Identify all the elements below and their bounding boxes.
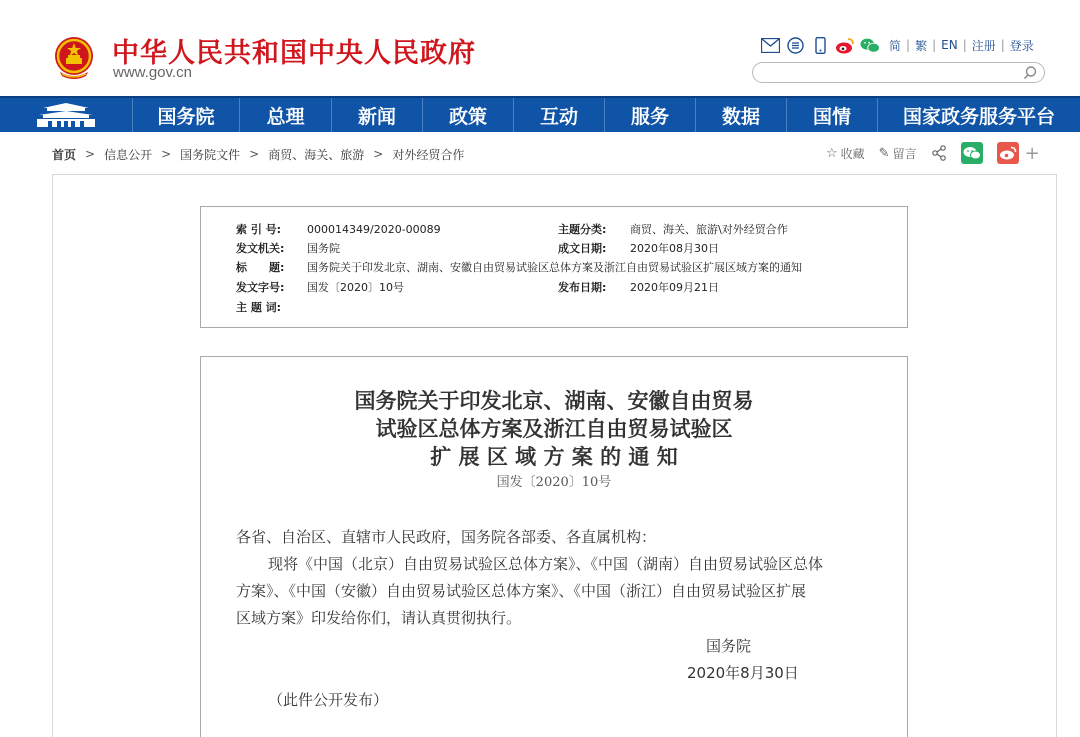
nav-item-interaction[interactable]: 互动 — [513, 98, 604, 132]
document-body-line: 现将《中国（北京）自由贸易试验区总体方案》、《中国（湖南）自由贸易试验区总体 — [268, 555, 824, 573]
chevron-right-icon: > — [85, 147, 96, 161]
meta-published-label: 发布日期: — [558, 281, 607, 294]
nav-item-services[interactable]: 服务 — [604, 98, 695, 132]
meta-issuer-value: 国务院 — [307, 242, 340, 255]
favorite-button[interactable] — [826, 145, 865, 162]
meta-category — [558, 221, 788, 237]
document-date: 2020年8月30日 — [687, 664, 799, 682]
divider: | — [906, 38, 911, 52]
meta-index — [236, 221, 441, 237]
document-title-line: 国务院关于印发北京、湖南、安徽自由贸易 — [354, 388, 754, 413]
meta-created-date — [558, 240, 719, 256]
share-button[interactable] — [931, 145, 947, 161]
meta-title — [236, 259, 802, 275]
meta-index-label: 索 引 号: — [236, 223, 282, 236]
nav-item-gov-service-platform[interactable]: 国家政务服务平台 — [877, 98, 1080, 132]
meta-created-label: 成文日期: — [558, 242, 607, 255]
divider: | — [1000, 38, 1005, 52]
nav-item-national-info[interactable]: 国情 — [786, 98, 877, 132]
chevron-right-icon: > — [373, 147, 384, 161]
document-signer: 国务院 — [706, 637, 752, 655]
site-header — [0, 0, 1080, 96]
weibo-share-icon[interactable] — [997, 142, 1019, 164]
search-input[interactable] — [763, 65, 1023, 84]
meta-index-value: 000014349/2020-00089 — [307, 223, 441, 236]
search-box — [752, 62, 1045, 83]
chevron-right-icon: > — [161, 147, 172, 161]
site-title[interactable]: 中华人民共和国中央人民政府 — [112, 38, 476, 69]
tiananmen-icon — [35, 102, 97, 128]
breadcrumb — [52, 146, 464, 162]
main-nav — [0, 96, 1080, 132]
star-icon: ☆ — [826, 145, 838, 161]
rss-icon[interactable] — [785, 35, 805, 55]
meta-category-label: 主题分类: — [558, 223, 607, 236]
national-emblem-icon[interactable] — [50, 34, 98, 82]
header-tools — [760, 35, 1034, 55]
register-link[interactable]: 注册 — [971, 38, 996, 53]
breadcrumb-home[interactable]: 首页 — [52, 147, 77, 162]
search-icon[interactable] — [1022, 65, 1038, 81]
lang-simplified-link[interactable]: 简 — [889, 38, 902, 53]
meta-published-date — [558, 279, 719, 295]
breadcrumb-commerce-customs-tourism[interactable]: 商贸、海关、旅游 — [268, 147, 365, 162]
breadcrumb-info-disclosure[interactable]: 信息公开 — [104, 147, 153, 162]
document-title-line: 扩 展 区 域 方 案 的 通 知 — [430, 444, 678, 469]
meta-subject — [236, 299, 307, 315]
meta-doc-number — [236, 279, 404, 295]
favorite-label: 收藏 — [840, 146, 865, 161]
document-body-line: 区域方案》印发给你们，请认真贯彻执行。 — [236, 609, 522, 627]
meta-subject-label: 主 题 词: — [236, 301, 282, 314]
document-salutation: 各省、自治区、直辖市人民政府，国务院各部委、各直属机构： — [236, 528, 657, 546]
meta-docno-value: 国发〔2020〕10号 — [307, 281, 404, 294]
pencil-icon: ✎ — [878, 145, 890, 161]
meta-title-value: 国务院关于印发北京、湖南、安徽自由贸易试验区总体方案及浙江自由贸易试验区扩展区域方案的通知 — [307, 261, 802, 274]
meta-issuer-label: 发文机关: — [236, 242, 285, 255]
document-number: 国发〔2020〕10号 — [496, 475, 612, 490]
document-title-line: 试验区总体方案及浙江自由贸易试验区 — [375, 416, 733, 441]
meta-created-value: 2020年08月30日 — [630, 242, 719, 255]
site-url[interactable]: www.gov.cn — [113, 64, 192, 81]
wechat-share-icon[interactable] — [961, 142, 983, 164]
more-share-icon[interactable]: + — [1024, 142, 1040, 164]
nav-item-state-council[interactable]: 国务院 — [132, 98, 239, 132]
nav-item-policy[interactable]: 政策 — [422, 98, 513, 132]
breadcrumb-foreign-trade[interactable]: 对外经贸合作 — [392, 147, 465, 162]
nav-item-news[interactable]: 新闻 — [331, 98, 422, 132]
login-link[interactable]: 登录 — [1009, 38, 1034, 53]
divider: | — [962, 38, 967, 52]
document-body-line: 方案》、《中国（安徽）自由贸易试验区总体方案》、《中国（浙江）自由贸易试验区扩展 — [236, 582, 807, 600]
nav-home[interactable] — [0, 98, 132, 132]
lang-traditional-link[interactable]: 繁 — [915, 38, 928, 53]
comment-button[interactable] — [879, 145, 917, 162]
share-toolbar — [826, 142, 1040, 164]
document-release-note: （此件公开发布） — [268, 691, 389, 709]
mail-icon[interactable] — [760, 35, 780, 55]
meta-published-value: 2020年09月21日 — [630, 281, 719, 294]
mobile-icon[interactable] — [810, 35, 830, 55]
meta-issuer — [236, 240, 340, 256]
language-links — [889, 37, 1034, 54]
meta-category-value: 商贸、海关、旅游\对外经贸合作 — [630, 223, 788, 236]
chevron-right-icon: > — [249, 147, 260, 161]
meta-title-label: 标 题: — [236, 261, 285, 274]
comment-label: 留言 — [892, 146, 917, 161]
weibo-icon[interactable] — [835, 35, 855, 55]
nav-item-premier[interactable]: 总理 — [239, 98, 331, 132]
wechat-icon[interactable] — [860, 35, 880, 55]
lang-english-link[interactable]: EN — [941, 38, 958, 52]
meta-docno-label: 发文字号: — [236, 281, 285, 294]
breadcrumb-state-council-documents[interactable]: 国务院文件 — [180, 147, 241, 162]
share-icon — [931, 145, 947, 161]
divider: | — [932, 38, 937, 52]
nav-item-data[interactable]: 数据 — [695, 98, 786, 132]
